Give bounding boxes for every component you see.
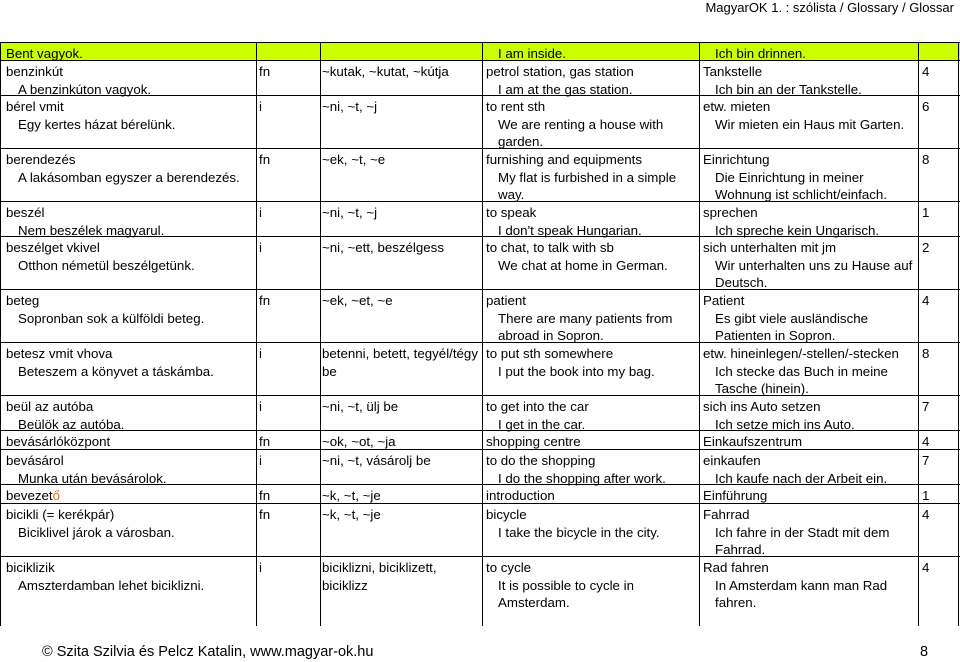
table-row: [0, 504, 960, 557]
hungarian-word: betesz vmit vhova Beteszem a könyvet a táskámba.: [6, 346, 214, 379]
english-translation: patient There are many patients from abroad in Sopron.: [486, 293, 673, 343]
part-of-speech: i: [259, 560, 262, 575]
hungarian-word: bicikli (= kerékpár) Biciklivel járok a városban.: [6, 507, 175, 540]
part-of-speech: fn: [259, 293, 271, 308]
word-forms: biciklizni, biciklizett, biciklizz: [322, 560, 437, 593]
part-of-speech: fn: [259, 152, 271, 167]
word-forms: ~ni, ~t, ülj be: [322, 399, 399, 414]
table-row: [0, 43, 960, 61]
german-translation: etw. mieten Wir mieten ein Haus mit Garten.: [703, 99, 905, 132]
part-of-speech: i: [259, 99, 262, 114]
german-translation: Patient Es gibt viele ausländische Patienten in Sopron.: [703, 293, 869, 343]
hungarian-word: bevásárol Munka után bevásárolok.: [6, 453, 167, 486]
german-translation: einkaufen Ich kaufe nach der Arbeit ein.: [703, 453, 888, 486]
chapter-number: 4: [922, 507, 930, 522]
part-of-speech: fn: [259, 434, 271, 449]
german-translation: Einrichtung Die Einrichtung in meiner Wohnung ist schlicht/einfach.: [703, 152, 887, 202]
chapter-number: 7: [922, 399, 930, 414]
chapter-number: 8: [922, 346, 930, 361]
chapter-number: 4: [922, 434, 930, 449]
english-translation: to put sth somewhere I put the book into my bag.: [486, 346, 655, 379]
english-translation: I am inside.: [498, 46, 566, 61]
english-translation: to speak I don't speak Hungarian.: [486, 205, 642, 238]
footer-copyright: © Szita Szilvia és Pelcz Katalin, www.magyar-ok.hu: [42, 644, 374, 660]
word-forms: betenni, betett, tegyél/tégy be: [322, 346, 478, 379]
hungarian-word: bérel vmit Egy kertes házat bérelünk.: [6, 99, 176, 132]
table-row: [0, 149, 960, 202]
table-row: [0, 396, 960, 431]
word-forms: ~ni, ~ett, beszélgess: [322, 240, 444, 255]
part-of-speech: fn: [259, 488, 271, 503]
column-divider: [256, 42, 257, 626]
table-row: [0, 485, 960, 504]
table-row: [0, 237, 960, 290]
word-forms: ~k, ~t, ~je: [322, 507, 381, 522]
column-divider: [0, 42, 1, 626]
hungarian-word: beteg Sopronban sok a külföldi beteg.: [6, 293, 205, 326]
table-row: [0, 343, 960, 396]
hungarian-word: beszélget vkivel Otthon németül beszélgetünk.: [6, 240, 195, 273]
hungarian-word: Bent vagyok.: [6, 46, 83, 61]
german-translation: Einführung: [703, 488, 768, 503]
page-header-title: MagyarOK 1. : szólista / Glossary / Glossar: [705, 0, 954, 15]
glossary-table: [0, 42, 960, 613]
part-of-speech: i: [259, 205, 262, 220]
table-row: [0, 557, 960, 613]
chapter-number: 6: [922, 99, 930, 114]
hungarian-word: beszél Nem beszélek magyarul.: [6, 205, 165, 238]
german-translation: etw. hineinlegen/-stellen/-stecken Ich stecke das Buch in meine Tasche (hinein).: [703, 346, 899, 396]
hungarian-word: biciklizik Amszterdamban lehet biciklizni.: [6, 560, 205, 593]
table-row: [0, 61, 960, 96]
column-divider: [918, 42, 919, 626]
column-divider: [482, 42, 483, 626]
chapter-number: 4: [922, 64, 930, 79]
chapter-number: 4: [922, 293, 930, 308]
word-forms: ~ni, ~t, vásárolj be: [322, 453, 431, 468]
part-of-speech: fn: [259, 64, 271, 79]
english-translation: furnishing and equipments My flat is furbished in a simple way.: [486, 152, 677, 202]
english-translation: to chat, to talk with sb We chat at home in German.: [486, 240, 668, 273]
part-of-speech: i: [259, 240, 262, 255]
chapter-number: 1: [922, 488, 930, 503]
table-row: [0, 290, 960, 343]
word-forms: ~ni, ~t, ~j: [322, 205, 378, 220]
page-number: 8: [920, 644, 929, 660]
chapter-number: 8: [922, 152, 930, 167]
hungarian-word-text: bevezető: [6, 488, 60, 503]
table-row: [0, 431, 960, 450]
hungarian-word: berendezés A lakásomban egyszer a berendezés.: [6, 152, 240, 185]
english-translation: to get into the car I get in the car.: [486, 399, 589, 432]
part-of-speech: i: [259, 453, 262, 468]
chapter-number: 1: [922, 205, 930, 220]
hungarian-word: beül az autóba Beülök az autóba.: [6, 399, 125, 432]
part-of-speech: fn: [259, 507, 271, 522]
german-translation: sprechen Ich spreche kein Ungarisch.: [703, 205, 880, 238]
column-divider: [320, 42, 321, 626]
table-row: [0, 450, 960, 485]
word-forms: ~ek, ~t, ~e: [322, 152, 386, 167]
german-translation: sich ins Auto setzen Ich setze mich ins Auto.: [703, 399, 855, 432]
chapter-number: 2: [922, 240, 930, 255]
english-translation: introduction: [486, 488, 555, 503]
english-translation: to do the shopping I do the shopping after work.: [486, 453, 666, 486]
part-of-speech: i: [259, 399, 262, 414]
word-forms: ~ok, ~ot, ~ja: [322, 434, 396, 449]
part-of-speech: i: [259, 346, 262, 361]
word-forms: ~k, ~t, ~je: [322, 488, 381, 503]
german-translation: Rad fahren In Amsterdam kann man Rad fahren.: [703, 560, 888, 610]
german-translation: sich unterhalten mit jm Wir unterhalten uns zu Hause auf Deutsch.: [703, 240, 913, 290]
hungarian-word: bevásárlóközpont: [6, 434, 111, 449]
chapter-number: 4: [922, 560, 930, 575]
column-divider: [699, 42, 700, 626]
english-translation: petrol station, gas station I am at the gas station.: [486, 64, 634, 97]
english-translation: to rent sth We are renting a house with garden.: [486, 99, 664, 149]
german-translation: Tankstelle Ich bin an der Tankstelle.: [703, 64, 862, 97]
word-forms: ~ek, ~et, ~e: [322, 293, 393, 308]
table-row: [0, 202, 960, 237]
hungarian-word: [6, 485, 256, 505]
english-translation: shopping centre: [486, 434, 581, 449]
german-translation: Fahrrad Ich fahre in der Stadt mit dem Fahrrad.: [703, 507, 890, 557]
hungarian-word: benzinkút A benzinkúton vagyok.: [6, 64, 152, 97]
column-divider: [958, 42, 959, 626]
chapter-number: 7: [922, 453, 930, 468]
english-translation: bicycle I take the bicycle in the city.: [486, 507, 660, 540]
english-translation: to cycle It is possible to cycle in Amsterdam.: [486, 560, 634, 610]
word-forms: ~ni, ~t, ~j: [322, 99, 378, 114]
german-translation: Ich bin drinnen.: [715, 46, 806, 61]
german-translation: Einkaufszentrum: [703, 434, 803, 449]
word-forms: ~kutak, ~kutat, ~kútja: [322, 64, 449, 79]
table-row: [0, 96, 960, 149]
